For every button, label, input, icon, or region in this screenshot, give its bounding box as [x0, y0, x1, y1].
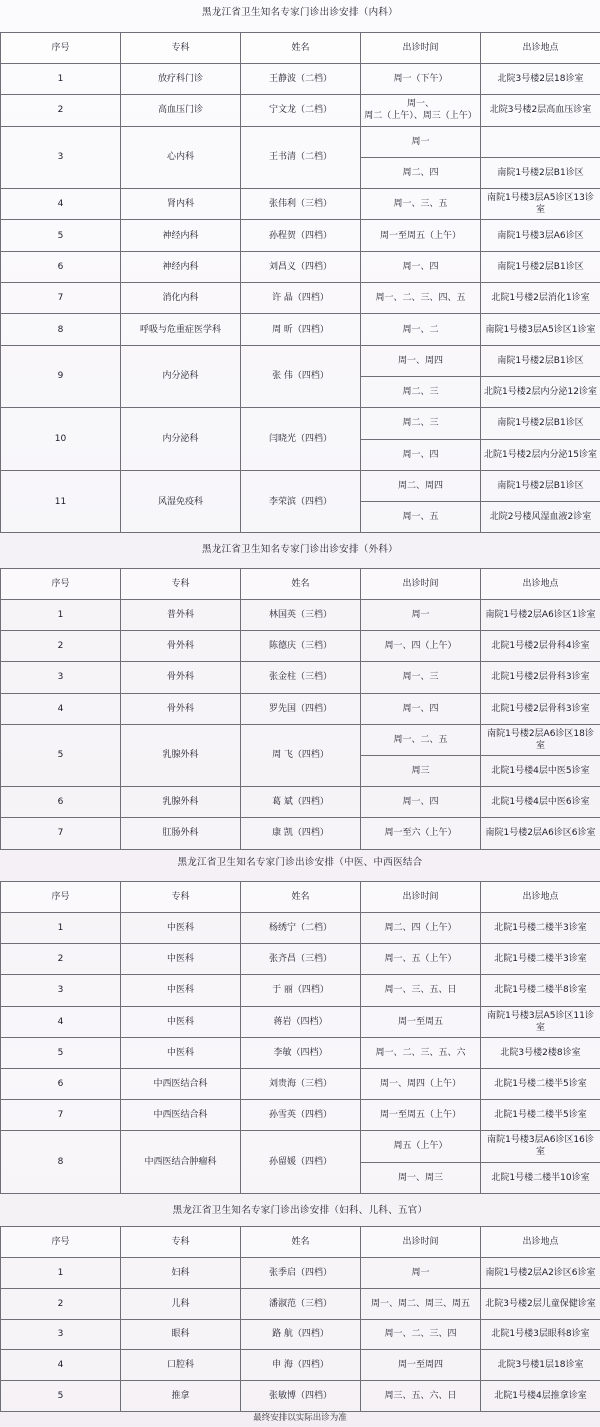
department-cell: 骨外科: [121, 693, 241, 724]
department-cell: 口腔科: [121, 1350, 241, 1381]
clinic-time-cell: 周二、四（上午）: [361, 913, 481, 944]
clinic-time-cell: 周一、二: [361, 314, 481, 345]
clinic-location-cell: 北院2号楼风湿血液2诊室: [481, 502, 600, 533]
row-number-cell: 9: [1, 345, 121, 408]
table-row: [1, 251, 600, 282]
row-number-cell: 5: [1, 1381, 121, 1412]
column-header: 序号: [1, 1227, 121, 1258]
department-cell: 放疗科门诊: [121, 64, 241, 95]
table-row: [1, 1258, 600, 1289]
clinic-time-cell: 周一、五: [361, 502, 481, 533]
department-cell: 中医科: [121, 1037, 241, 1068]
department-cell: 高血压门诊: [121, 95, 241, 126]
section-title: 黑龙江省卫生知名专家门诊出诊安排（妇科、儿科、五官）: [172, 1205, 428, 1216]
clinic-location-cell: 北院3号楼1层18诊室: [481, 1350, 600, 1381]
row-number-cell: 4: [1, 1006, 121, 1037]
clinic-time-cell: 周三: [361, 755, 481, 786]
column-header: 出诊时间: [361, 1227, 481, 1258]
column-header: 姓名: [241, 569, 361, 600]
department-cell: 中医科: [121, 944, 241, 975]
clinic-time-cell: 周一、二、五: [361, 724, 481, 755]
row-number-cell: 2: [1, 1288, 121, 1319]
row-number-cell: 5: [1, 1037, 121, 1068]
clinic-location-cell: 北院1号楼4层中医5诊室: [481, 755, 600, 786]
doctor-name-cell: 蒋岩（四档）: [241, 1006, 361, 1037]
row-number-cell: 6: [1, 787, 121, 818]
table-row: [1, 818, 600, 849]
department-cell: 中西医结合科: [121, 1068, 241, 1099]
clinic-time-cell: 周二、三: [361, 376, 481, 407]
row-number-cell: 6: [1, 251, 121, 282]
table-row: [1, 1068, 600, 1099]
doctor-name-cell: 周 昕（四档）: [241, 314, 361, 345]
doctor-name-cell: 宁文龙（二档）: [241, 95, 361, 126]
clinic-time-cell: 周一至周五（上午）: [361, 220, 481, 251]
clinic-time-cell: 周一、三、五、日: [361, 975, 481, 1006]
clinic-location-cell: 北院1号楼2层骨科3诊室: [481, 693, 600, 724]
schedule-table: [0, 1226, 600, 1412]
clinic-time-cell: 周一至周五: [361, 1006, 481, 1037]
column-header: 姓名: [241, 1227, 361, 1258]
clinic-location-cell: 北院1号楼二楼半5诊室: [481, 1068, 600, 1099]
column-header: 序号: [1, 569, 121, 600]
table-row: [1, 662, 600, 693]
department-cell: 心内科: [121, 126, 241, 189]
clinic-location-cell: 南院1号楼2层A6诊区6诊室: [481, 818, 600, 849]
clinic-location-cell: 南院1号楼3层A5诊区13诊室: [481, 189, 600, 220]
department-cell: 中医科: [121, 975, 241, 1006]
row-number-cell: 2: [1, 944, 121, 975]
section-title: 黑龙江省卫生知名专家门诊出诊安排（外科）: [201, 544, 398, 555]
doctor-name-cell: 路 航（四档）: [241, 1319, 361, 1350]
table-row: [1, 64, 600, 95]
column-header: 出诊地点: [481, 882, 600, 913]
table-row: [1, 220, 600, 251]
schedule-table: [0, 32, 600, 533]
doctor-name-cell: 葛 斌（四档）: [241, 787, 361, 818]
clinic-location-cell: 北院1号楼2层骨科4诊室: [481, 631, 600, 662]
doctor-name-cell: 李荣滨（四档）: [241, 470, 361, 533]
clinic-time-cell: 周一: [361, 600, 481, 631]
clinic-time-cell: 周一、四: [361, 251, 481, 282]
doctor-name-cell: 陈德庆（三档）: [241, 631, 361, 662]
clinic-time-cell: 周一至六（上午）: [361, 818, 481, 849]
column-header: 出诊地点: [481, 1227, 600, 1258]
column-header: 出诊时间: [361, 569, 481, 600]
clinic-location-cell: 南院1号楼3层A5诊区11诊室: [481, 1006, 600, 1037]
doctor-name-cell: 潘淑范（三档）: [241, 1288, 361, 1319]
doctor-name-cell: 康 凯（四档）: [241, 818, 361, 849]
department-cell: 儿科: [121, 1288, 241, 1319]
clinic-time-cell: 周一、二、三、四: [361, 1319, 481, 1350]
table-row: [1, 314, 600, 345]
footer-note: 最终安排以实际出诊为准: [253, 1413, 347, 1423]
clinic-time-cell: 周五（上午）: [361, 1131, 481, 1162]
clinic-location-cell: 南院1号楼2层B1诊区: [481, 470, 600, 501]
department-cell: 中医科: [121, 913, 241, 944]
table-row: [1, 408, 600, 439]
clinic-location-cell: 北院1号楼二楼半5诊室: [481, 1100, 600, 1131]
header-row: [1, 33, 600, 64]
table-row: [1, 1350, 600, 1381]
column-header: 出诊地点: [481, 33, 600, 64]
doctor-name-cell: 周 飞（四档）: [241, 724, 361, 786]
column-header: 序号: [1, 33, 121, 64]
table-row: [1, 1319, 600, 1350]
column-header: 专科: [121, 569, 241, 600]
clinic-location-cell: 北院1号楼2层骨科3诊室: [481, 662, 600, 693]
department-cell: 神经内科: [121, 251, 241, 282]
department-cell: 内分泌科: [121, 408, 241, 471]
doctor-name-cell: 张敏博（四档）: [241, 1381, 361, 1412]
clinic-time-cell: 周一、二、三、五、六: [361, 1037, 481, 1068]
department-cell: 中西医结合肿瘤科: [121, 1131, 241, 1193]
section-title: 黑龙江省卫生知名专家门诊出诊安排（内科）: [201, 7, 398, 18]
clinic-location-cell: 北院3号楼2层18诊室: [481, 64, 600, 95]
clinic-location-cell: 南院1号楼2层B1诊区: [481, 251, 600, 282]
clinic-time-cell: 周一: [361, 126, 481, 157]
doctor-name-cell: 于 丽（四档）: [241, 975, 361, 1006]
row-number-cell: 5: [1, 220, 121, 251]
column-header: 出诊时间: [361, 33, 481, 64]
doctor-name-cell: 张季启（四档）: [241, 1258, 361, 1289]
clinic-time-cell: 周一至周四: [361, 1350, 481, 1381]
table-row: [1, 1381, 600, 1412]
clinic-location-cell: 北院1号楼3层眼科8诊室: [481, 1319, 600, 1350]
clinic-time-cell: 周一、周三: [361, 1162, 481, 1193]
clinic-location-cell: 南院1号楼2层B1诊区: [481, 345, 600, 376]
row-number-cell: 4: [1, 693, 121, 724]
clinic-location-cell: 南院1号楼3层A6诊区16诊室: [481, 1131, 600, 1162]
doctor-name-cell: 孙雪英（四档）: [241, 1100, 361, 1131]
doctor-name-cell: 王书清（二档）: [241, 126, 361, 189]
clinic-time-cell: 周一、四: [361, 693, 481, 724]
table-row: [1, 126, 600, 157]
clinic-location-cell: 北院1号楼2层内分泌12诊室: [481, 376, 600, 407]
department-cell: 肛肠外科: [121, 818, 241, 849]
row-number-cell: 3: [1, 662, 121, 693]
clinic-location-cell: 北院1号楼2层内分泌15诊室: [481, 439, 600, 470]
row-number-cell: 7: [1, 283, 121, 314]
table-row: [1, 944, 600, 975]
department-cell: 妇科: [121, 1258, 241, 1289]
table-row: [1, 631, 600, 662]
clinic-location-cell: 北院1号楼4层推拿诊室: [481, 1381, 600, 1412]
clinic-location-cell: 北院1号楼4层中医6诊室: [481, 787, 600, 818]
clinic-time-cell: 周二、四: [361, 157, 481, 188]
department-cell: 风湿免疫科: [121, 470, 241, 533]
clinic-time-cell: 周二、三: [361, 408, 481, 439]
clinic-location-cell: 北院1号楼二楼半3诊室: [481, 913, 600, 944]
table-row: [1, 1037, 600, 1068]
table-row: [1, 600, 600, 631]
section-title: 黑龙江省卫生知名专家门诊出诊安排（中医、中西医结合: [177, 857, 423, 868]
clinic-time-cell: 周一、周二、周三、周五: [361, 1288, 481, 1319]
department-cell: 普外科: [121, 600, 241, 631]
header-row: [1, 1227, 600, 1258]
row-number-cell: 6: [1, 1068, 121, 1099]
clinic-time-cell: 周一（下午）: [361, 64, 481, 95]
doctor-name-cell: 张齐昌（三档）: [241, 944, 361, 975]
department-cell: 中西医结合科: [121, 1100, 241, 1131]
table-row: [1, 913, 600, 944]
schedule-table: [0, 881, 600, 1194]
table-row: [1, 345, 600, 376]
doctor-name-cell: 杨绣宁（二档）: [241, 913, 361, 944]
doctor-name-cell: 罗先国（四档）: [241, 693, 361, 724]
department-cell: 中医科: [121, 1006, 241, 1037]
clinic-location-cell: 北院1号楼二楼半8诊室: [481, 975, 600, 1006]
column-header: 专科: [121, 1227, 241, 1258]
doctor-name-cell: 孙程贺（四档）: [241, 220, 361, 251]
row-number-cell: 1: [1, 64, 121, 95]
clinic-time-cell: 周一、四: [361, 439, 481, 470]
clinic-location-cell: 南院1号楼2层B1诊区: [481, 408, 600, 439]
column-header: 出诊地点: [481, 569, 600, 600]
table-row: [1, 189, 600, 220]
department-cell: 推拿: [121, 1381, 241, 1412]
row-number-cell: 4: [1, 189, 121, 220]
clinic-location-cell: 北院1号楼2层消化1诊室: [481, 283, 600, 314]
table-row: [1, 787, 600, 818]
table-row: [1, 724, 600, 755]
doctor-name-cell: 李敏（四档）: [241, 1037, 361, 1068]
department-cell: 乳腺外科: [121, 787, 241, 818]
clinic-location-cell: [481, 126, 600, 157]
doctor-name-cell: 张金柱（三档）: [241, 662, 361, 693]
row-number-cell: 1: [1, 913, 121, 944]
table-row: [1, 95, 600, 126]
row-number-cell: 2: [1, 95, 121, 126]
row-number-cell: 5: [1, 724, 121, 786]
clinic-location-cell: 南院1号楼2层A6诊区18诊室: [481, 724, 600, 755]
department-cell: 肾内科: [121, 189, 241, 220]
doctor-name-cell: 许 晶（四档）: [241, 283, 361, 314]
department-cell: 神经内科: [121, 220, 241, 251]
department-cell: 骨外科: [121, 662, 241, 693]
clinic-time-cell: 周一、 周二（上午）、周三（上午）: [361, 95, 481, 126]
table-row: [1, 1131, 600, 1162]
department-cell: 骨外科: [121, 631, 241, 662]
clinic-location-cell: 南院1号楼2层B1诊区: [481, 157, 600, 188]
clinic-location-cell: 北院1号楼二楼半10诊室: [481, 1162, 600, 1193]
clinic-time-cell: 周二、周四: [361, 470, 481, 501]
clinic-time-cell: 周三、五、六、日: [361, 1381, 481, 1412]
clinic-time-cell: 周一、周四: [361, 345, 481, 376]
clinic-time-cell: 周一、五（上午）: [361, 944, 481, 975]
clinic-location-cell: 北院3号楼2层儿童保健诊室: [481, 1288, 600, 1319]
doctor-name-cell: 申 海（四档）: [241, 1350, 361, 1381]
row-number-cell: 8: [1, 1131, 121, 1193]
department-cell: 呼吸与危重症医学科: [121, 314, 241, 345]
table-row: [1, 1288, 600, 1319]
table-row: [1, 470, 600, 501]
clinic-time-cell: 周一、周四（上午）: [361, 1068, 481, 1099]
doctor-name-cell: 王静波（二档）: [241, 64, 361, 95]
column-header: 出诊时间: [361, 882, 481, 913]
row-number-cell: 1: [1, 600, 121, 631]
table-row: [1, 1006, 600, 1037]
clinic-location-cell: 南院1号楼3层A6诊区: [481, 220, 600, 251]
clinic-location-cell: 北院3号楼2楼8诊室: [481, 1037, 600, 1068]
column-header: 姓名: [241, 882, 361, 913]
row-number-cell: 7: [1, 818, 121, 849]
row-number-cell: 1: [1, 1258, 121, 1289]
clinic-location-cell: 南院1号楼2层A6诊区1诊室: [481, 600, 600, 631]
column-header: 专科: [121, 882, 241, 913]
clinic-location-cell: 北院1号楼二楼半3诊室: [481, 944, 600, 975]
doctor-name-cell: 孙留媛（四档）: [241, 1131, 361, 1193]
table-row: [1, 283, 600, 314]
column-header: 序号: [1, 882, 121, 913]
clinic-time-cell: 周一、二、三、四、五: [361, 283, 481, 314]
doctor-name-cell: 林国英（三档）: [241, 600, 361, 631]
clinic-location-cell: 南院1号楼3层A5诊区1诊室: [481, 314, 600, 345]
department-cell: 内分泌科: [121, 345, 241, 408]
doctor-name-cell: 张伟利（三档）: [241, 189, 361, 220]
schedule-table: [0, 568, 600, 850]
clinic-location-cell: 北院3号楼2层高血压诊室: [481, 95, 600, 126]
doctor-name-cell: 闫晓光（四档）: [241, 408, 361, 471]
column-header: 姓名: [241, 33, 361, 64]
header-row: [1, 882, 600, 913]
row-number-cell: 3: [1, 975, 121, 1006]
doctor-name-cell: 张 伟（四档）: [241, 345, 361, 408]
clinic-time-cell: 周一: [361, 1258, 481, 1289]
row-number-cell: 3: [1, 126, 121, 189]
doctor-name-cell: 刘昌义（四档）: [241, 251, 361, 282]
column-header: 专科: [121, 33, 241, 64]
department-cell: 乳腺外科: [121, 724, 241, 786]
table-row: [1, 1100, 600, 1131]
clinic-location-cell: 南院1号楼2层A2诊区6诊室: [481, 1258, 600, 1289]
row-number-cell: 3: [1, 1319, 121, 1350]
department-cell: 消化内科: [121, 283, 241, 314]
department-cell: 眼科: [121, 1319, 241, 1350]
table-row: [1, 975, 600, 1006]
row-number-cell: 10: [1, 408, 121, 471]
header-row: [1, 569, 600, 600]
row-number-cell: 2: [1, 631, 121, 662]
clinic-time-cell: 周一、三、五: [361, 189, 481, 220]
row-number-cell: 7: [1, 1100, 121, 1131]
clinic-time-cell: 周一、三: [361, 662, 481, 693]
row-number-cell: 11: [1, 470, 121, 533]
row-number-cell: 8: [1, 314, 121, 345]
clinic-time-cell: 周一至周五（上午）: [361, 1100, 481, 1131]
clinic-time-cell: 周一、四: [361, 787, 481, 818]
doctor-name-cell: 刘贵海（三档）: [241, 1068, 361, 1099]
clinic-time-cell: 周一、四（上午）: [361, 631, 481, 662]
table-row: [1, 693, 600, 724]
row-number-cell: 4: [1, 1350, 121, 1381]
